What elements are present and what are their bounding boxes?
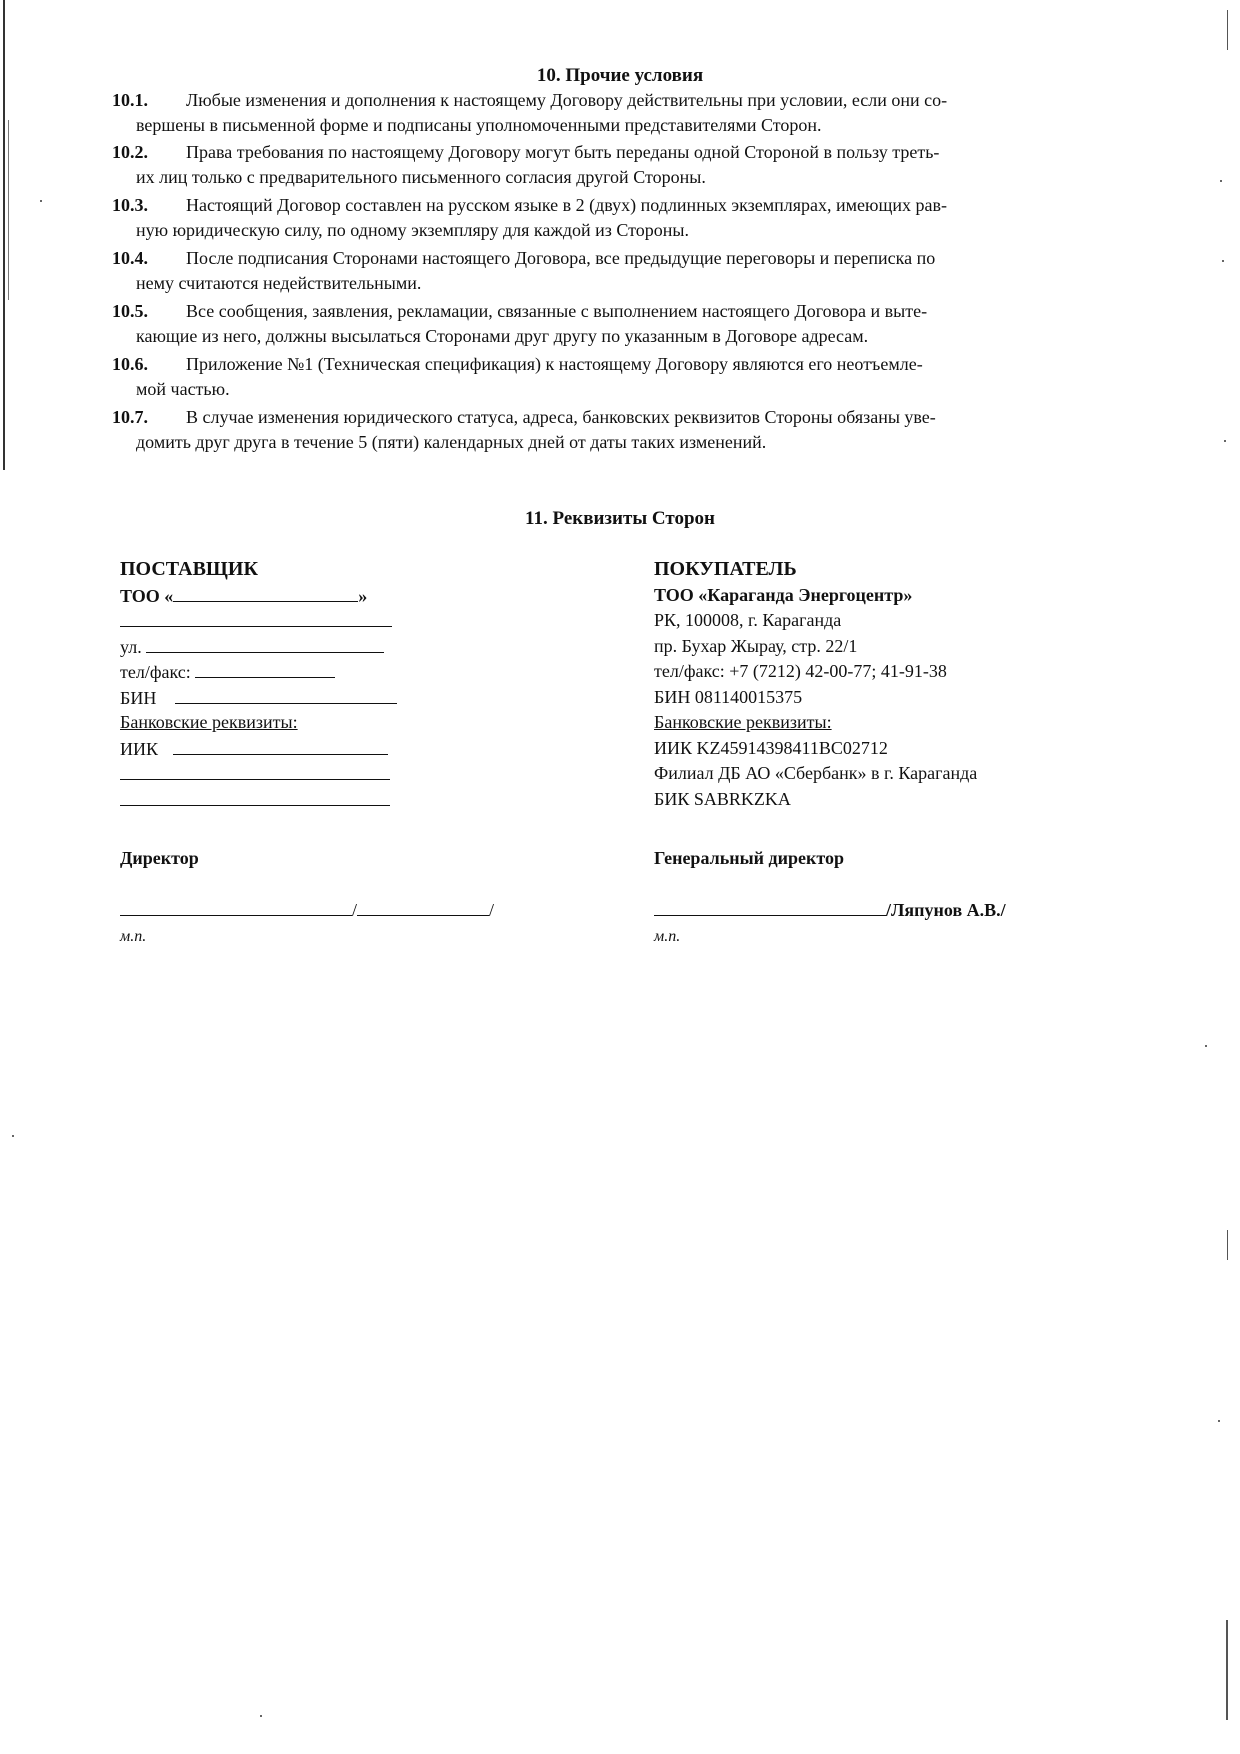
clause-text: Любые изменения и дополнения к настоящему Договору действительны при условии, если они со- [186,90,948,110]
buyer-iik: ИИК KZ45914398411BC02712 [654,737,888,758]
buyer-bik: БИК SABRKZKA [654,788,791,809]
supplier-street-blank [146,634,384,653]
supplier-bank-blank [120,761,390,780]
clause-10-3 [112,193,1142,243]
supplier-phone-blank [195,659,335,678]
supplier-name-blank [120,608,392,627]
supplier-blank-line-2 [120,761,540,787]
supplier-signature-slash: / [489,900,495,920]
clause-text: Все сообщения, заявления, рекламации, связанные с выполнением настоящего Договора и выте- [186,301,928,321]
buyer-signature-name: /Ляпунов А.В./ [886,900,1006,920]
supplier-company-prefix: ТОО « [120,585,174,606]
clause-text-continued: вершены в письменной форме и подписаны уполномоченными представителями Сторон. [136,115,822,135]
buyer-branch: Филиал ДБ АО «Сбербанк» в г. Караганда [654,763,978,783]
supplier-phone-line [120,659,540,685]
scan-speck [12,1135,14,1137]
supplier-signature-slash: / [352,900,358,920]
supplier-iik-line [120,736,540,762]
buyer-stamp-mark: м.п. [654,928,681,945]
supplier-block [120,557,540,812]
clause-number: 10.2. [112,142,148,162]
section-11-title: 11. Реквизиты Сторон [525,508,715,529]
supplier-heading: ПОСТАВЩИК [120,558,258,580]
clause-10-4 [112,246,1142,296]
supplier-stamp-mark: м.п. [120,928,147,945]
clause-10-1 [112,88,1142,138]
clause-text: После подписания Сторонами настоящего Договора, все предыдущие переговоры и переписка по [186,248,936,268]
clause-number: 10.6. [112,354,148,374]
supplier-street-label: ул. [120,636,142,657]
scan-speck [40,200,42,202]
clause-10-7 [112,405,1142,455]
clause-number: 10.4. [112,248,148,268]
clause-10-5 [112,299,1142,349]
supplier-blank-line [120,608,540,634]
buyer-address-1: РК, 100008, г. Караганда [654,610,842,630]
supplier-phone-label: тел/факс: [120,662,191,682]
scan-speck [1222,260,1224,262]
clause-text-continued: кающие из него, должны высылаться Сторонами друг другу по указанным в Договоре адресам. [136,326,869,346]
supplier-company-suffix: » [358,585,368,606]
clause-text: В случае изменения юридического статуса, адреса, банковских реквизитов Стороны обязаны уве- [186,407,936,427]
clause-number: 10.7. [112,407,148,427]
buyer-block [654,557,1134,812]
buyer-phone: тел/факс: +7 (7212) 42-00-77; 41-91-38 [654,661,947,681]
clause-number: 10.1. [112,90,148,110]
clause-text: Настоящий Договор составлен на русском языке в 2 (двух) подлинных экземплярах, имеющих рав- [186,195,947,215]
scan-speck [1218,1420,1220,1422]
buyer-bin: БИН 081140015375 [654,686,803,707]
supplier-company-line [120,583,540,609]
clause-text: Приложение №1 (Техническая спецификация) к настоящему Договору являются его неотъемле- [186,354,923,374]
supplier-bank-label: Банковские реквизиты: [120,712,298,732]
clause-number: 10.5. [112,301,148,321]
scan-speck [260,1715,262,1717]
clause-10-6 [112,352,1142,402]
scan-speck [1205,1045,1207,1047]
clause-text-continued: домить друг друга в течение 5 (пяти) календарных дней от даты таких изменений. [136,432,767,452]
scan-speck [1220,180,1222,182]
supplier-bank-blank [120,787,390,806]
supplier-position: Директор [120,848,199,868]
buyer-heading: ПОКУПАТЕЛЬ [654,558,797,580]
buyer-company: ТОО «Караганда Энергоцентр» [654,584,913,605]
clause-text-continued: их лиц только с предварительного письменного согласия другой Стороны. [136,167,706,187]
scan-edge-right [1227,1230,1228,1260]
supplier-signature-blank [120,897,352,916]
supplier-iik-label: ИИК [120,738,159,759]
clause-text-continued: ную юридическую силу, по одному экземпляру для каждой из Стороны. [136,220,689,240]
supplier-bin-blank [175,685,397,704]
buyer-signature-blank [654,897,886,916]
clause-text: Права требования по настоящему Договору могут быть переданы одной Стороной в пользу треть- [186,142,940,162]
supplier-bin-line [120,685,540,711]
supplier-blank-line-3 [120,787,540,813]
section-10-title: 10. Прочие условия [536,65,704,86]
scan-edge-right [1226,1620,1228,1720]
clause-text-continued: нему считаются недействительными. [136,273,422,293]
supplier-street-line [120,634,540,660]
scan-speck [1224,440,1226,442]
supplier-name-blank [357,897,489,916]
buyer-address-2: пр. Бухар Жырау, стр. 22/1 [654,635,858,656]
supplier-company-blank [173,583,358,602]
scan-edge-left-faint [8,120,9,300]
clause-10-2 [112,140,1142,190]
buyer-signature-line [654,897,1006,923]
clause-number: 10.3. [112,195,148,215]
supplier-signature-line [120,897,494,923]
buyer-bank-label: Банковские реквизиты: [654,712,832,732]
scan-edge-right [1227,10,1228,50]
buyer-position: Генеральный директор [654,848,844,868]
clause-text-continued: мой частью. [136,379,230,399]
supplier-bin-label: БИН [120,687,157,708]
supplier-iik-blank [173,736,388,755]
